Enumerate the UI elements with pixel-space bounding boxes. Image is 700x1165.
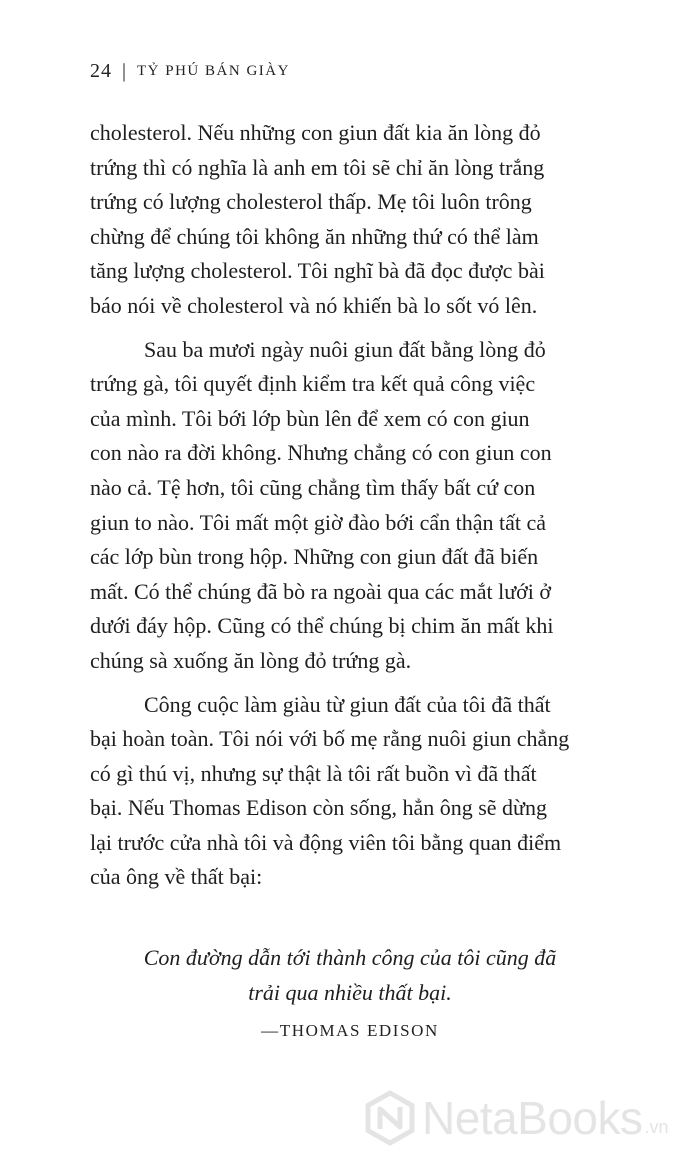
text-line: trứng thì có nghĩa là anh em tôi sẽ chỉ ăn lòng trắng: [90, 154, 545, 180]
text-line: các lớp bùn trong hộp. Những con giun đất đã biến: [90, 544, 539, 570]
text-line: tăng lượng cholesterol. Tôi nghĩ bà đã đọc được bài: [90, 258, 545, 284]
epigraph-quote: [0, 940, 700, 1010]
watermark-suffix: .vn: [644, 1117, 669, 1137]
text-line: báo nói về cholesterol và nó khiến bà lo sốt vó lên.: [90, 292, 538, 318]
text-line: chúng sà xuống ăn lòng đỏ trứng gà.: [90, 647, 412, 673]
text-line: bại. Nếu Thomas Edison còn sống, hẳn ông sẽ dừng: [90, 795, 547, 821]
paragraph-3: [90, 688, 610, 896]
quote-line: trải qua nhiều thất bại.: [248, 980, 452, 1005]
text-line: con nào ra đời không. Nhưng chẳng có con giun con: [90, 440, 552, 466]
text-line: Sau ba mươi ngày nuôi giun đất bằng lòng đỏ: [144, 336, 546, 362]
text-line: trứng có lượng cholesterol thấp. Mẹ tôi luôn trông: [90, 189, 532, 215]
text-line: của ông về thất bại:: [90, 864, 263, 890]
running-header: [90, 60, 290, 83]
page-number: 24: [90, 60, 112, 82]
paragraph-1: [90, 116, 610, 324]
text-line: của mình. Tôi bới lớp bùn lên để xem có con giun: [90, 405, 530, 431]
text-line: lại trước cửa nhà tôi và động viên tôi bằng quan điểm: [90, 829, 562, 855]
text-line: mất. Có thể chúng đã bò ra ngoài qua các mắt lưới ở: [90, 578, 552, 604]
watermark: [362, 1088, 669, 1148]
quote-line: Con đường dẫn tới thành công của tôi cũng đã: [143, 945, 557, 970]
header-separator: |: [122, 60, 128, 82]
quote-attribution: —THOMAS EDISON: [261, 1021, 439, 1040]
watermark-text: NetaBooks: [422, 1092, 643, 1144]
paragraph-2: [90, 333, 610, 679]
body-text: [90, 116, 610, 895]
text-line: cholesterol. Nếu những con giun đất kia ăn lòng đỏ: [90, 120, 541, 145]
text-line: dưới đáy hộp. Cũng có thể chúng bị chim ăn mất khi: [90, 613, 554, 639]
book-title: TỶ PHÚ BÁN GIÀY: [137, 63, 290, 79]
text-line: Công cuộc làm giàu từ giun đất của tôi đã thất: [144, 691, 551, 717]
text-line: có gì thú vị, nhưng sự thật là tôi rất buồn vì đã thất: [90, 760, 537, 786]
text-line: trứng gà, tôi quyết định kiểm tra kết quả công việc: [90, 371, 536, 397]
netabooks-logo-icon: [362, 1090, 418, 1146]
text-line: chừng để chúng tôi không ăn những thứ có thể làm: [90, 223, 539, 249]
text-line: giun to nào. Tôi mất một giờ đào bới cẩn thận tất cả: [90, 509, 547, 535]
text-line: bại hoàn toàn. Tôi nói với bố mẹ rằng nuôi giun chẳng: [90, 726, 570, 752]
text-line: nào cả. Tệ hơn, tôi cũng chẳng tìm thấy bất cứ con: [90, 474, 536, 500]
